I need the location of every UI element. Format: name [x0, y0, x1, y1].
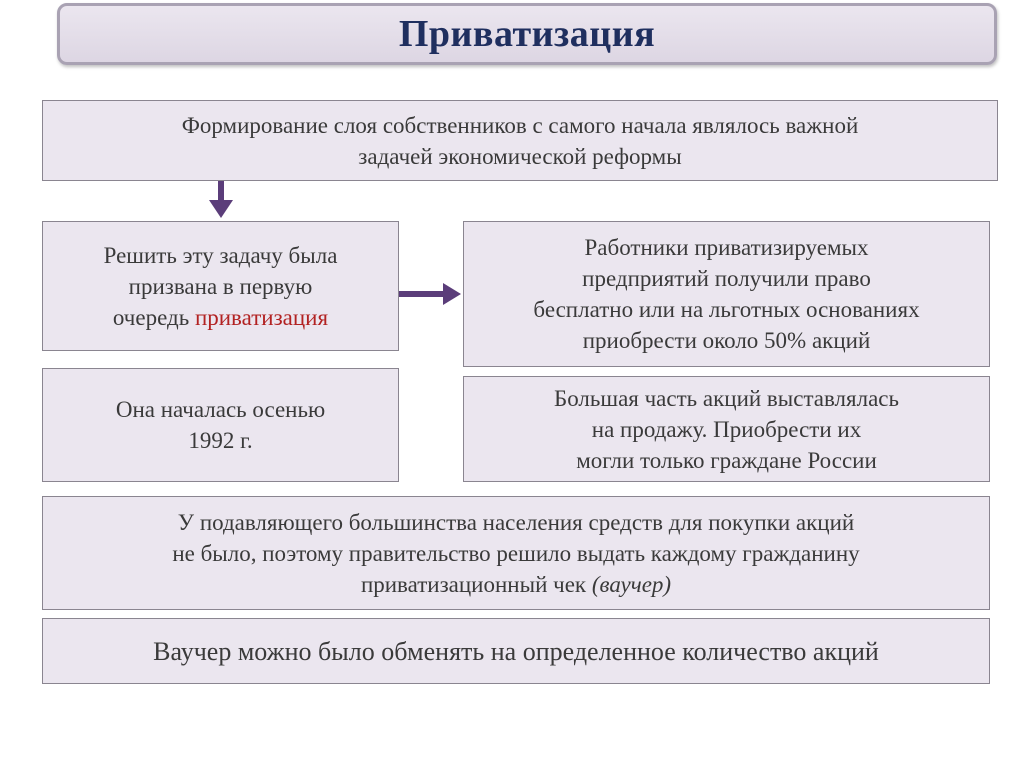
arrow-down — [209, 181, 233, 218]
box-task-line1: Решить эту задачу была — [103, 242, 338, 268]
box-shares-line3: могли только граждане России — [576, 447, 877, 473]
box-workers-line2: предприятий получили право — [582, 266, 871, 291]
box-start-date — [42, 368, 399, 482]
box-workers-line4: приобрести около 50% акций — [582, 328, 871, 353]
box-population-line1: У подавляющего большинства населения средств для покупки акций — [177, 509, 855, 535]
title-banner — [57, 3, 997, 65]
box-start-line2: 1992 г. — [188, 428, 253, 453]
arrow-right — [399, 283, 461, 305]
box-population-voucher — [42, 496, 990, 610]
box-task-line3-prefix: очередь — [112, 304, 195, 330]
box-population-line3 — [172, 569, 859, 600]
box-task-line3 — [104, 302, 338, 333]
box-shares-line2: на продажу. Приобрести их — [591, 416, 862, 442]
box-task-privatization — [42, 221, 399, 351]
box-voucher-line1: Ваучер можно было обменять на определенное количество акций — [153, 636, 879, 666]
box-shares-line1: Большая часть акций выставлялась — [553, 385, 899, 411]
box-population-italic: (ваучер) — [591, 571, 672, 597]
box-workers-rights — [463, 221, 990, 367]
box-shares-sale — [463, 376, 990, 482]
page-title: Приватизация — [398, 13, 656, 55]
box-workers-line1: Работники приватизируемых — [584, 235, 869, 260]
box-population-line3-prefix: приватизационный чек — [360, 571, 592, 597]
box-owners-layer-line2: задачей экономической реформы — [358, 143, 682, 169]
box-workers-line3: бесплатно или на льготных основаниях — [533, 297, 920, 322]
box-task-highlight: приватизация — [194, 304, 329, 330]
box-population-line2: не было, поэтому правительство решило выдать каждому гражданину — [172, 540, 860, 566]
box-task-line2: призвана в первую — [128, 273, 313, 299]
box-owners-layer — [42, 100, 998, 181]
box-voucher-exchange — [42, 618, 990, 684]
box-start-line1: Она началась осенью — [115, 397, 326, 422]
box-owners-layer-line1: Формирование слоя собственников с самого начала являлось важной — [181, 112, 859, 138]
